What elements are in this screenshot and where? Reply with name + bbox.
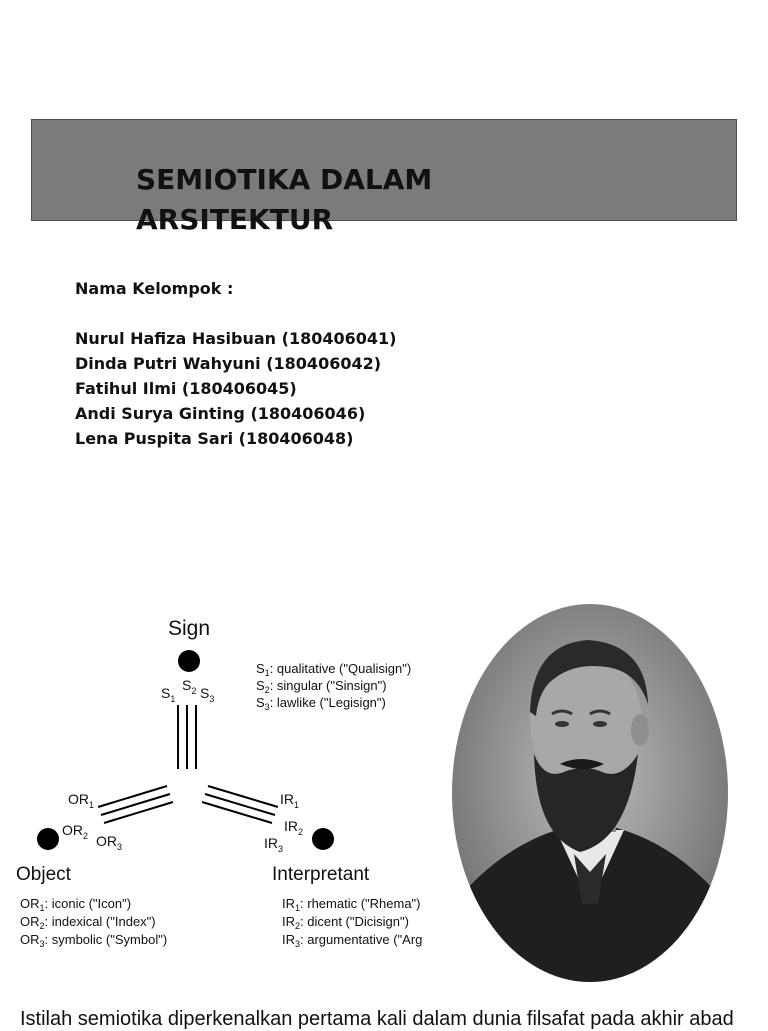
member-item: Dinda Putri Wahyuni (180406042) xyxy=(75,354,382,373)
object-or2: $OR_2$ xyxy=(62,822,89,841)
member-item: Nurul Hafiza Hasibuan (180406041) xyxy=(75,329,397,348)
object-legend-line: $OR_3$: symbolic ("Symbol") xyxy=(20,932,168,949)
interpretant-ir3: $IR_3$ xyxy=(264,835,284,854)
member-item: Fatihul Ilmi (180406045) xyxy=(75,379,297,398)
object-lines xyxy=(98,786,173,823)
interpretant-node xyxy=(312,828,334,850)
member-item: Andi Surya Ginting (180406046) xyxy=(75,404,366,423)
object-or1: $OR_1$ xyxy=(68,791,95,810)
interpretant-legend-line: $IR_1$: rhematic ("Rhema") xyxy=(282,896,421,913)
intro-paragraph: Istilah semiotika diperkenalkan pertama kali dalam dunia filsafat pada akhir abad xyxy=(20,1008,734,1030)
peirce-triad-diagram xyxy=(10,605,465,965)
object-label: Object xyxy=(16,864,71,885)
object-legend-line: $OR_1$: iconic ("Icon") xyxy=(20,896,132,913)
sign-legend-line: $S_1$: qualitative ("Qualisign") xyxy=(256,661,412,678)
interpretant-legend-line: $IR_3$: argumentative ("Arg xyxy=(282,932,423,949)
interpretant-ir1: $IR_1$ xyxy=(280,791,300,810)
sign-lines xyxy=(178,705,196,769)
portrait-photo xyxy=(452,604,728,982)
sign-s1: $S_1$ xyxy=(161,685,176,704)
slide-title: SEMIOTIKA DALAM ARSITEKTUR xyxy=(136,163,433,236)
group-label: Nama Kelompok : xyxy=(75,279,234,298)
member-list xyxy=(75,326,396,451)
sign-legend-line: $S_3$: lawlike ("Legisign") xyxy=(256,695,386,712)
object-node xyxy=(37,828,59,850)
object-legend xyxy=(20,896,167,949)
interpretant-label: Interpretant xyxy=(272,864,370,885)
interpretant-legend xyxy=(282,896,422,949)
sign-node xyxy=(178,650,200,672)
member-item: Lena Puspita Sari (180406048) xyxy=(75,429,354,448)
sign-label: Sign xyxy=(168,617,211,640)
sign-legend xyxy=(256,661,411,712)
object-legend-line: $OR_2$: indexical ("Index") xyxy=(20,914,156,931)
object-or3: $OR_3$ xyxy=(96,833,123,852)
interpretant-lines xyxy=(202,786,278,823)
sign-s2: $S_2$ xyxy=(182,677,197,696)
interpretant-legend-line: $IR_2$: dicent ("Dicisign") xyxy=(282,914,409,931)
sign-legend-line: $S_2$: singular ("Sinsign") xyxy=(256,678,387,695)
interpretant-ir2: $IR_2$ xyxy=(284,818,304,837)
sign-s3: $S_3$ xyxy=(200,685,215,704)
